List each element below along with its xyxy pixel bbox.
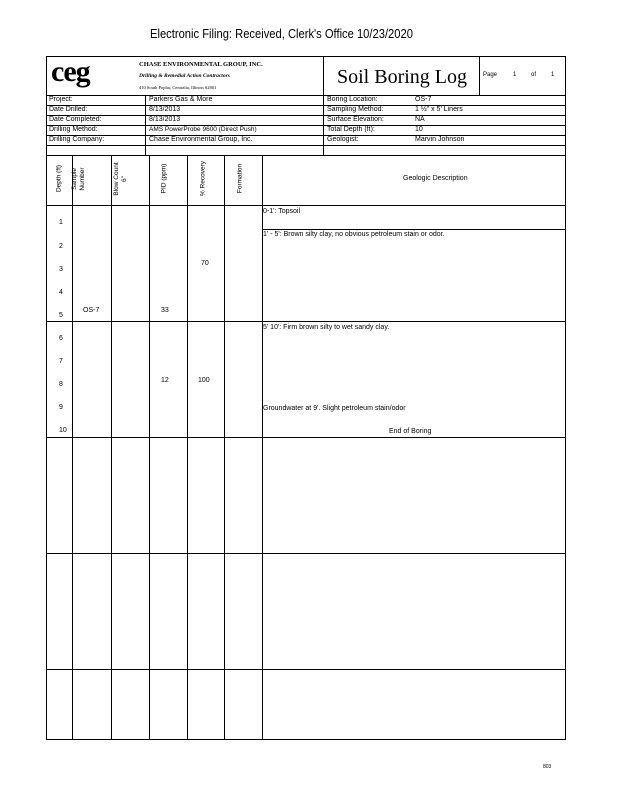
date-drilled-value: 8/13/2013 [149, 106, 181, 113]
pid-lower: 12 [161, 377, 169, 384]
column-sample [71, 164, 87, 194]
column-geologic-description: Geologic Description [403, 175, 468, 182]
company-tagline: Drilling & Remedial Action Contractors [139, 73, 230, 79]
drilling-method-label: Drilling Method: [49, 126, 98, 133]
filing-stamp: Electronic Filing: Received, Clerk's Office 10/23/2020 [150, 26, 413, 41]
geologist-label: Geologist: [327, 136, 359, 143]
project-label: Project: [49, 96, 73, 103]
column-blow-count [113, 159, 129, 199]
sample-number: OS-7 [83, 307, 100, 314]
surface-elevation-label: Surface Elevation: [327, 116, 384, 123]
depth-10: 10 [59, 427, 67, 434]
page-current: 1 [513, 72, 517, 78]
drilling-company-value: Chase Environmental Group, Inc. [149, 136, 253, 143]
geologist-value: Marvin Johnson [415, 136, 465, 143]
description-end-of-boring: End of Boring [389, 428, 432, 435]
boring-location-value: OS-7 [415, 96, 432, 103]
company-address: 410 South Poplar, Centralia, Illinois 62801 [139, 85, 217, 90]
depth-7: 7 [59, 358, 63, 365]
date-drilled-label: Date Drilled: [49, 106, 88, 113]
project-value: Parkers Gas & More [149, 96, 213, 103]
page-total: 1 [551, 72, 555, 78]
description-topsoil: 0-1': Topsoil [263, 208, 301, 215]
surface-elevation-value: NA [415, 116, 425, 123]
column-depth: Depth (ft) [55, 164, 63, 193]
depth-9: 9 [59, 404, 63, 411]
drilling-company-label: Drilling Company: [49, 136, 105, 143]
company-logo: ceg [51, 55, 90, 88]
depth-4: 4 [59, 289, 63, 296]
page-of: of [531, 72, 537, 78]
total-depth-label: Total Depth (ft): [327, 126, 375, 133]
recovery-lower: 100 [198, 377, 210, 384]
depth-1: 1 [59, 219, 63, 226]
description-firm-brown-clay: 5' 10': Firm brown silty to wet sandy clay. [263, 324, 390, 331]
boring-location-label: Boring Location: [327, 96, 378, 103]
column-sample-line1: Sample [71, 167, 78, 191]
depth-8: 8 [59, 381, 63, 388]
column-blow-line1: Blow Count [113, 162, 120, 196]
column-formation: Formation [236, 163, 244, 194]
sampling-method-value: 1 ½" x 5' Liners [415, 106, 463, 113]
boring-log-sheet [46, 56, 566, 740]
depth-5: 5 [59, 312, 63, 319]
description-groundwater: Groundwater at 9'. Slight petroleum stain/odor [263, 405, 406, 412]
page-title: Soil Boring Log [337, 66, 468, 88]
column-pid: PID (ppm) [160, 163, 168, 194]
company-name: CHASE ENVIRONMENTAL GROUP, INC. [139, 61, 263, 68]
sampling-method-label: Sampling Method: [327, 106, 384, 113]
depth-6: 6 [59, 335, 63, 342]
date-completed-label: Date Completed: [49, 116, 102, 123]
page-label: Page [483, 72, 498, 78]
depth-3: 3 [59, 266, 63, 273]
total-depth-value: 10 [415, 126, 423, 133]
page-footer-number: 803 [543, 764, 552, 770]
depth-2: 2 [59, 243, 63, 250]
pid-upper: 33 [161, 307, 169, 314]
recovery-upper: 70 [201, 260, 209, 267]
column-blow-line2: 6" [121, 176, 128, 182]
date-completed-value: 8/13/2013 [149, 116, 181, 123]
drilling-method-value: AMS PowerProbe 9600 (Direct Push) [149, 126, 257, 133]
column-recovery: % Recovery [199, 160, 207, 197]
column-sample-line2: Number [79, 167, 86, 191]
description-brown-silty-clay: 1' - 5': Brown silty clay, no obvious petroleum stain or odor. [263, 231, 445, 238]
